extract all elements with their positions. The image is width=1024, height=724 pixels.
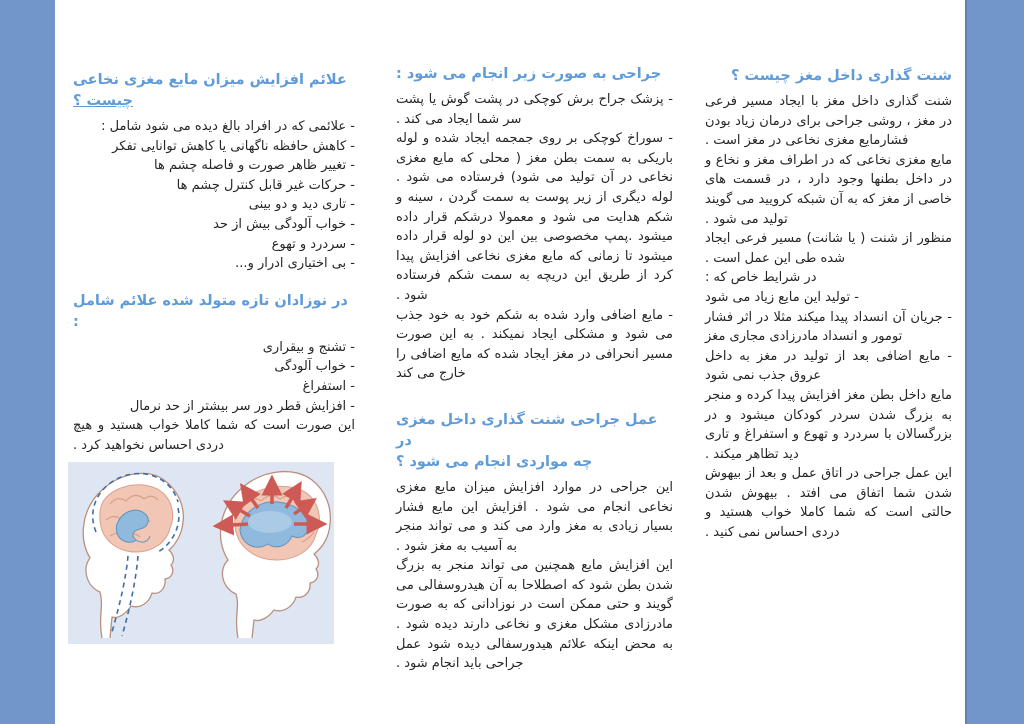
section-title-indications-line2: چه مواردی انجام می شود ؟ xyxy=(396,453,593,470)
symptom-item: - بی اختیاری ادرار و... xyxy=(235,256,355,272)
list-item: - مایع اضافی بعد از تولید در مغز به داخل عروق جذب نمی شود xyxy=(705,348,952,384)
list-item: - تولید این مایع زیاد می شود xyxy=(705,289,859,305)
newborn-symptom-item: - استفراغ xyxy=(302,378,355,394)
paragraph: در شرایط خاص که : xyxy=(705,270,817,286)
section-title-symptoms-line2: چیست ؟ xyxy=(73,93,133,109)
spacer xyxy=(396,384,673,410)
symptom-item: - سردرد و تهوع xyxy=(271,236,355,252)
normal-head-profile xyxy=(83,473,183,638)
symptom-item: - خواب آلودگی بیش از حد xyxy=(213,216,355,232)
newborn-symptom-item: - تشنج و بیقراری xyxy=(262,339,355,355)
section-title-indications xyxy=(396,410,673,473)
symptom-item: - کاهش حافظه ناگهانی یا کاهش توانایی تفکر xyxy=(112,138,355,154)
paragraph: منظور از شنت ( یا شانت) مسیر فرعی ایجاد شده طی این عمل است . xyxy=(705,231,952,266)
paragraph: مایع مغزی نخاعی که در اطراف مغز و نخاع و در داخل بطنها وجود دارد ، در قسمت های خاصی از مغز که به آن شبکه کرویید می گویند تولید می شود . xyxy=(705,152,952,227)
closing-paragraph: این صورت است که شما کاملا خواب هستید و هیچ دردی احساس نخواهید کرد . xyxy=(73,418,355,453)
indication-paragraph: این افزایش مایع همچنین می تواند منجر به بزرگ شدن بطن شود که اصطلاحا به آن هیدروسفالی می گویند و حتی ممکن است در نوزادانی که به صورت مادرزادی مشکل مغزی و نخاعی دارند دیده شود . به محض اینکه علائم هیدورسفالی دیده شود عمل جراحی باید انجام شود . xyxy=(396,558,673,672)
newborn-symptom-item: - خواب آلودگی xyxy=(274,359,355,375)
symptom-item: - علائمی که در افراد بالغ دیده می شود شامل : xyxy=(101,119,355,134)
procedure-step: - مایع اضافی وارد شده به شکم خود به خود جذب می شود و مشکلی ایجاد نمیکند . به این صورت مسیر انحرافی در مغز ایجاد شده که مایع اضافی را خارج می کند xyxy=(396,307,673,382)
symptom-item: - تاری دید و دو بینی xyxy=(248,197,355,213)
section-title-indications-line1: عمل جراحی شنت گذاری داخل مغزی در xyxy=(396,411,658,449)
newborn-symptom-item: - افزایش قطر دور سر بیشتر از حد نرمال xyxy=(129,398,355,414)
column-symptoms xyxy=(73,70,355,455)
hydrocephalus-head-profile xyxy=(216,472,330,638)
right-accent-bar xyxy=(965,0,1024,724)
procedure-step: - پزشک جراح برش کوچکی در پشت گوش یا پشت سر شما ایجاد می کند . xyxy=(396,92,673,127)
section-title-what-is-shunt: شنت گذاری داخل مغز چیست ؟ xyxy=(730,68,952,84)
spacer xyxy=(73,274,355,291)
indication-paragraph: این جراحی در موارد افزایش میزان مایع مغزی نخاعی انجام می شود . افزایش این مایع فشار بسیار زیادی به مغز وارد می کند و می تواند منجر به آسیب به مغز شود . xyxy=(396,479,673,554)
symptom-item: - تغییر ظاهر صورت و فاصله چشم ها xyxy=(154,158,355,174)
column-surgery-procedure xyxy=(396,64,673,674)
left-accent-bar xyxy=(0,0,55,724)
paragraph: مایع داخل بطن مغز افزایش پیدا کرده و منجر به بزرگ شدن سردر کودکان میشود و در بزرگسالان با سردرد و تهوع و استفراغ و تاری دید تظاهر میکند . xyxy=(705,387,952,462)
paragraph: این عمل جراحی در اتاق عمل و بعد از بیهوش شدن شما اتفاق می افتد . بیهوش شدن حالتی است که شما کاملا خواب هستید و دردی احساس نمی کنید . xyxy=(705,466,952,541)
brain-comparison-graphic xyxy=(68,462,334,644)
list-item: - جریان آن انسداد پیدا میکند مثلا در اثر فشار تومور و انسداد مادرزادی مجاری مغز xyxy=(705,309,952,345)
section-title-procedure: جراحی به صورت زیر انجام می شود : xyxy=(396,66,662,82)
section-title-symptoms-line1: علائم افزایش میزان مایع مغزی نخاعی xyxy=(73,72,347,88)
section-title-symptoms xyxy=(73,70,355,112)
paragraph: شنت گذاری داخل مغز با ایجاد مسیر فرعی در مغز ، روشی جراحی برای درمان زیاد بودن فشارمایع مغزی نخاعی در مغز است . xyxy=(705,94,952,149)
procedure-step: - سوراخ کوچکی بر روی جمجمه ایجاد شده و لوله باریکی به سمت بطن مغز ( محلی که مایع مغزی نخاعی در آن تولید می شود) فرستاده می شود . لوله دیگری از زیر پوست به سمت گردن ، سینه و شکم هدایت می شود و معمولا درشکم قرار داده میشود .پمپ مخصوصی بین این دو لوله قرار داده میشود تا زمانی که مایع مغزی نخاعی افزایش پیدا کرد از طریق این دریچه به سمت شکم فرستاده شود . xyxy=(396,131,673,303)
hydrocephalus-illustration xyxy=(68,462,334,644)
symptom-item: - حرکات غیر قابل کنترل چشم ها xyxy=(176,177,355,193)
column-what-is-shunt xyxy=(705,66,952,543)
section-title-newborns: در نوزادان تازه متولد شده علائم شامل : xyxy=(73,292,348,330)
